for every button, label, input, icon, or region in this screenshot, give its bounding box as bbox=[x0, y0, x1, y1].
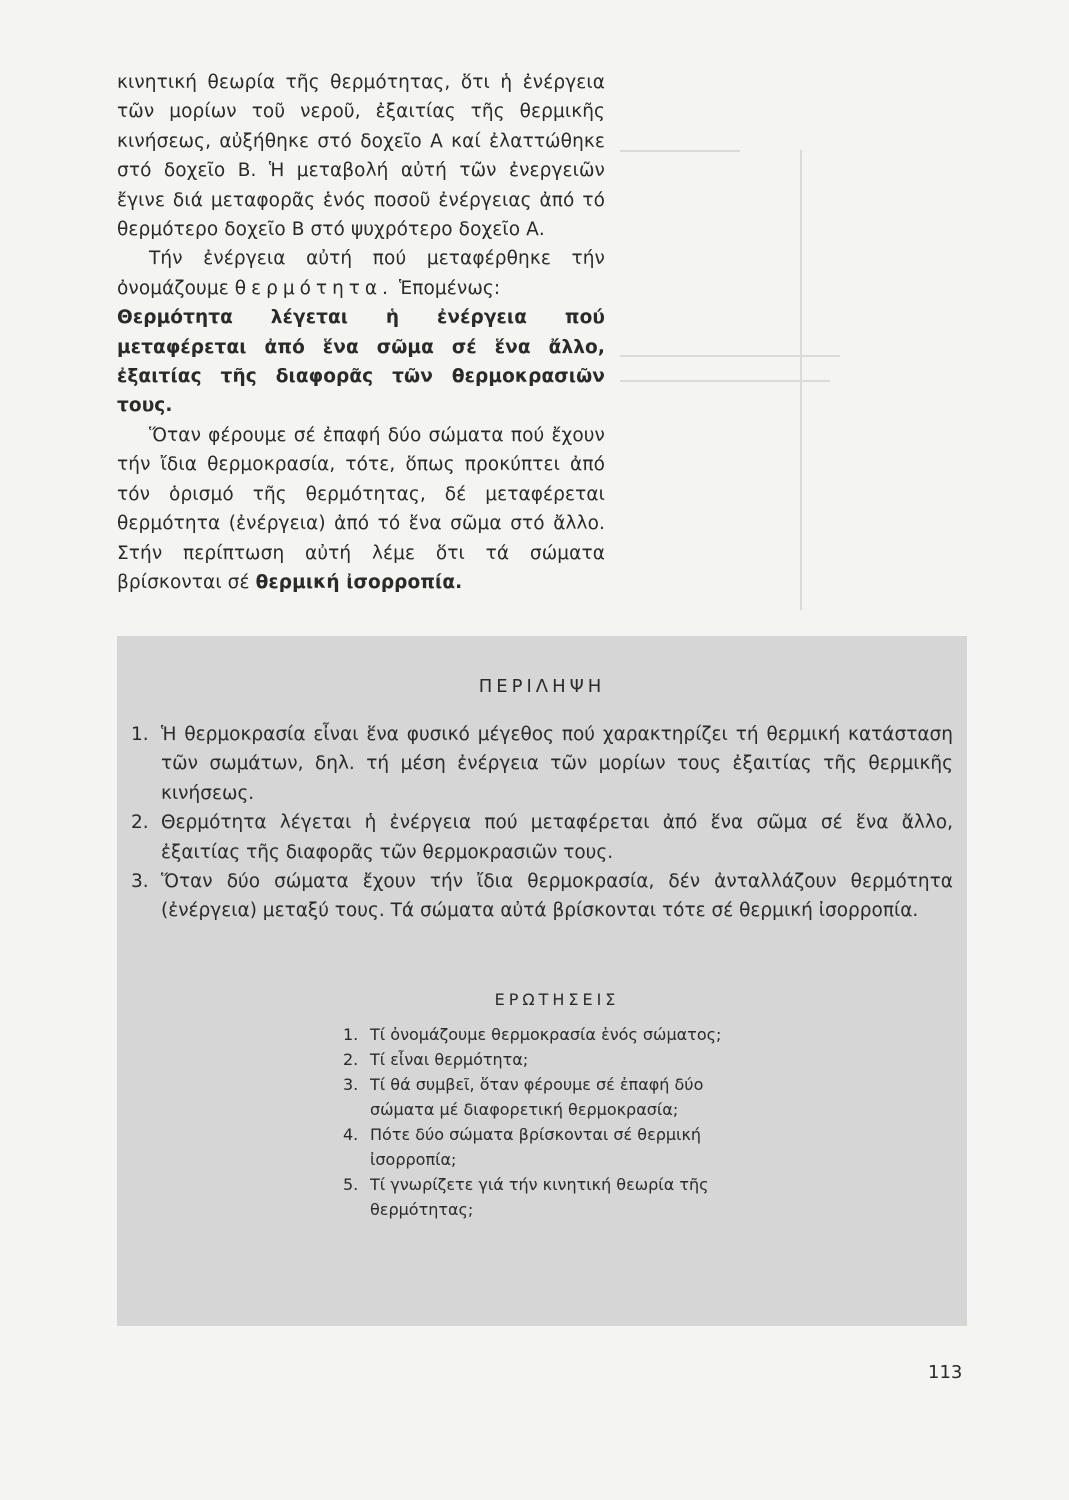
question-number: 2. bbox=[343, 1050, 359, 1069]
question-text: Τί θά συμβεῖ, ὅταν φέρουμε σέ ἐπαφή δύο σώματα μέ διαφορετική θερμοκρασία; bbox=[370, 1075, 704, 1119]
heat-naming-lead: Τήν ἐνέργεια αὐτή πού μεταφέρθηκε τήν ὀνομάζουμε bbox=[117, 248, 605, 299]
question-text: Πότε δύο σώματα βρίσκονται σέ θερμική ἰσορροπία; bbox=[370, 1125, 702, 1169]
page-number: 113 bbox=[928, 1362, 963, 1383]
summary-item-text: Θερμότητα λέγεται ἡ ἐνέργεια πού μεταφέρεται ἀπό ἕνα σῶμα σέ ἕνα ἄλλο, ἐξαιτίας τῆς διαφορᾶς τῶν θερμοκρασιῶν τους. bbox=[161, 812, 953, 863]
question-text: Τί ὀνομάζουμε θερμοκρασία ἑνός σώματος; bbox=[370, 1025, 722, 1044]
summary-item-number: 1. bbox=[131, 724, 149, 745]
summary-item-number: 3. bbox=[131, 871, 149, 893]
bleed-through-mark bbox=[620, 355, 840, 357]
paragraph-kinetic-theory: κινητική θεωρία τῆς θερμότητας, ὅτι ἡ ἐνέργεια τῶν μορίων τοῦ νεροῦ, ἐξαιτίας τῆς θερμικῆς κινήσεως, αὐξήθηκε στό δοχεῖο Α καί ἐλαττώθηκε στό δοχεῖο Β. Ἡ μεταβολή αὐτή τῶν ἐνεργειῶν ἔγινε διά μεταφορᾶς ἑνός ποσοῦ ἐνέργειας ἀπό τό θερμότερο δοχεῖο Β στό ψυχρότερο δοχεῖο Α. bbox=[117, 72, 605, 241]
summary-item-number: 2. bbox=[131, 812, 149, 834]
question-item bbox=[343, 1122, 743, 1172]
heat-naming-tail: Ἑπομένως: bbox=[399, 277, 501, 299]
summary-item-text: Ὅταν δύο σώματα ἔχουν τήν ἴδια θερμοκρασία, δέν ἀνταλλάζουν θερμότητα (ἐνέργεια) μεταξύ τους. Τά σώματα αὐτά βρίσκονται τότε σέ θερμική ἰσορροπία. bbox=[161, 871, 953, 922]
thermal-equilibrium-term: θερμική ἰσορροπία. bbox=[255, 571, 463, 593]
heat-definition: Θερμότητα λέγεται ἡ ἐνέργεια πού μεταφέρεται ἀπό ἕνα σῶμα σέ ἕνα ἄλλο, ἐξαιτίας τῆς διαφορᾶς τῶν θερμοκρασιῶν τους. bbox=[117, 307, 605, 417]
question-number: 1. bbox=[343, 1025, 359, 1044]
bleed-through-mark bbox=[620, 380, 830, 382]
thermal-equilibrium-text: Ὅταν φέρουμε σέ ἐπαφή δύο σώματα πού ἔχουν τήν ἴδια θερμοκρασία, τότε, ὅπως προκύπτει ἀπό τόν ὁρισμό τῆς θερμότητας, δέ μεταφέρεται θερμότητα (ἐνέργεια) ἀπό τό ἕνα σῶμα στό ἄλλο. Στήν περίπτωση αὐτή λέμε ὅτι τά σώματα βρίσκονται σέ bbox=[117, 424, 605, 593]
heat-term: θερμότητα. bbox=[234, 277, 394, 299]
summary-item bbox=[131, 720, 953, 808]
questions-list bbox=[343, 1022, 743, 1222]
question-text: Τί εἶναι θερμότητα; bbox=[370, 1050, 529, 1069]
bleed-through-mark bbox=[620, 150, 740, 152]
summary-heading: ΠΕΡΙΛΗΨΗ bbox=[478, 676, 606, 697]
bleed-through-mark bbox=[800, 150, 802, 610]
question-number: 5. bbox=[343, 1175, 359, 1194]
question-number: 3. bbox=[343, 1075, 359, 1094]
summary-list bbox=[131, 720, 953, 926]
main-text-column bbox=[117, 68, 605, 597]
questions-heading: ΕΡΩΤΗΣΕΙΣ bbox=[494, 990, 620, 1009]
summary-item bbox=[131, 808, 953, 867]
summary-item bbox=[131, 867, 953, 926]
question-item bbox=[343, 1072, 743, 1122]
question-text: Τί γνωρίζετε γιά τήν κινητική θεωρία τῆς θερμότητας; bbox=[370, 1175, 709, 1219]
question-item bbox=[343, 1172, 743, 1222]
question-number: 4. bbox=[343, 1125, 359, 1144]
question-item bbox=[343, 1047, 743, 1072]
question-item bbox=[343, 1022, 743, 1047]
paragraph-thermal-equilibrium bbox=[117, 421, 605, 597]
summary-questions-box bbox=[117, 636, 967, 1326]
summary-item-text: Ἡ θερμοκρασία εἶναι ἕνα φυσικό μέγεθος πού χαρακτηρίζει τή θερμική κατάσταση τῶν σωμάτων, δηλ. τή μέση ἐνέργεια τῶν μορίων τους ἐξαιτίας τῆς θερμικῆς κινήσεως. bbox=[161, 724, 953, 804]
paragraph-heat-naming bbox=[117, 244, 605, 303]
